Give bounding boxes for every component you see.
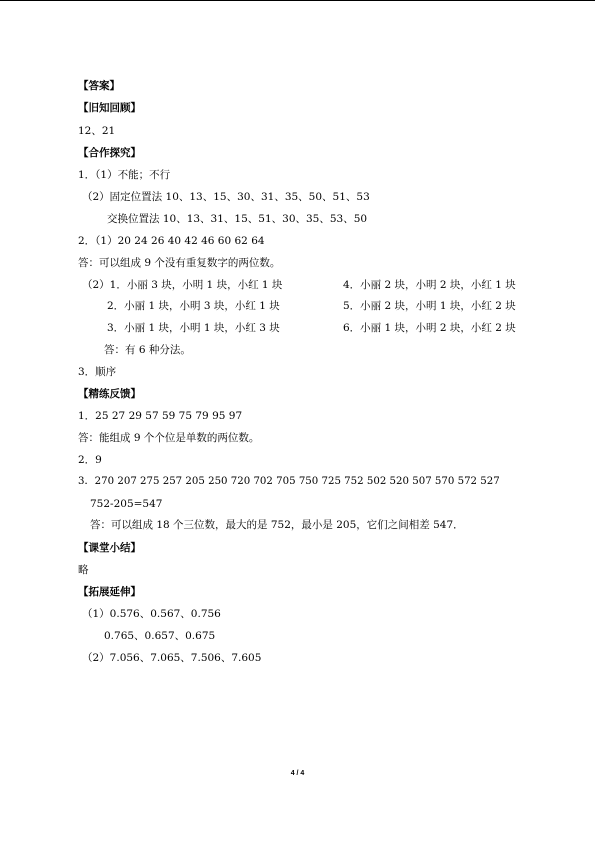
explore-line-9: 答：有 6 种分法。 <box>104 344 191 356</box>
explore-line-3: 交换位置法 10、13、31、15、51、30、35、53、50 <box>107 213 368 225</box>
practice-line-5: 752-205=547 <box>90 498 163 510</box>
review-line: 12、21 <box>78 125 116 137</box>
explore-line-1: 1．（1）不能；不行 <box>78 169 171 181</box>
practice-line-6: 答：可以组成 18 个三位数，最大的是 752，最小是 205，它们之间相差 547． <box>90 519 464 531</box>
practice-line-1: 1．25 27 29 57 59 75 79 95 97 <box>78 410 243 422</box>
extend-line-2: 0.765、0.657、0.675 <box>104 630 216 642</box>
explore-line-10: 3．顺序 <box>78 366 117 378</box>
page-number: 4 / 4 <box>290 770 305 777</box>
summary-line: 略 <box>78 564 89 576</box>
explore-line-4: 2．（1）20 24 26 40 42 46 60 62 64 <box>78 235 265 247</box>
method-4: 4．小丽 2 块，小明 2 块，小红 1 块 <box>343 279 516 291</box>
extend-line-3: （2）7.056、7.065、7.506、7.605 <box>82 652 262 664</box>
explore-line-5: 答：可以组成 9 个没有重复数字的两位数。 <box>78 257 281 269</box>
method-5: 5．小丽 2 块，小明 1 块，小红 2 块 <box>343 300 516 312</box>
practice-line-4: 3．270 207 275 257 205 250 720 702 705 750 725 752 502 520 507 570 572 527 <box>78 476 500 487</box>
method-2: 2．小丽 1 块，小明 3 块，小红 1 块 <box>107 300 280 312</box>
section-answer-heading: 【答案】 <box>78 80 120 92</box>
method-6: 6．小丽 1 块，小明 2 块，小红 2 块 <box>343 322 516 334</box>
section-practice-heading: 【精练反馈】 <box>78 388 141 400</box>
section-review-heading: 【旧知回顾】 <box>78 102 141 114</box>
explore-line-2: （2）固定位置法 10、13、15、30、31、35、50、51、53 <box>82 191 370 203</box>
method-3: 3．小丽 1 块，小明 1 块，小红 3 块 <box>107 322 280 334</box>
practice-line-3: 2．9 <box>78 454 102 466</box>
section-explore-heading: 【合作探究】 <box>78 147 141 159</box>
section-extend-heading: 【拓展延伸】 <box>78 586 141 598</box>
method-1: （2）1．小丽 3 块，小明 1 块，小红 1 块 <box>82 279 283 291</box>
extend-line-1: （1）0.576、0.567、0.756 <box>82 608 221 620</box>
practice-line-2: 答：能组成 9 个个位是单数的两位数。 <box>78 432 260 444</box>
section-summary-heading: 【课堂小结】 <box>78 542 141 554</box>
